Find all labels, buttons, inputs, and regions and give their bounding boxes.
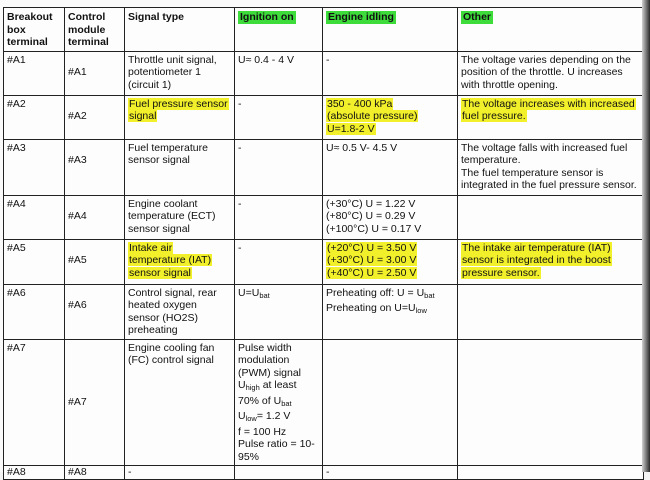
cell-idling bbox=[323, 339, 458, 466]
cell-signal: Engine cooling fan (FC) control signal bbox=[125, 339, 235, 466]
cell-ignition: - bbox=[235, 195, 323, 239]
idling-line: Preheating off: U = U bbox=[326, 286, 425, 299]
cell-breakout: #A7 bbox=[4, 339, 65, 466]
cell-ignition bbox=[235, 339, 323, 466]
cell-control: #A8 bbox=[65, 466, 125, 480]
table-row bbox=[4, 95, 644, 139]
header-signal: Signal type bbox=[125, 8, 235, 52]
cell-breakout: #A2 bbox=[4, 95, 65, 139]
other-line: The fuel temperature sensor is integrated in the fuel pressure sensor. bbox=[461, 166, 637, 191]
idling-line: 350 - 400 kPa bbox=[327, 97, 393, 110]
cell-signal: Fuel pressure sensor signal bbox=[129, 97, 228, 122]
cell-other bbox=[458, 195, 644, 239]
pwm-line: Pulse width modulation (PWM) signal bbox=[238, 341, 302, 379]
cell-control: #A6 bbox=[65, 284, 125, 339]
cell-control: #A7 bbox=[65, 339, 125, 466]
cell-control: #A3 bbox=[65, 139, 125, 195]
pwm-sub: bat bbox=[281, 398, 292, 408]
cell-signal: Intake air temperature (IAT) sensor signal bbox=[129, 241, 212, 279]
pwm-u: U bbox=[238, 379, 246, 391]
cell-other bbox=[458, 339, 644, 466]
cell-other bbox=[458, 284, 644, 339]
table-row bbox=[4, 466, 644, 480]
cell-control: #A1 bbox=[65, 51, 125, 95]
header-ignition: Ignition on bbox=[240, 11, 294, 23]
cell-breakout: #A8 bbox=[4, 466, 65, 480]
cell-signal: Engine coolant temperature (ECT) sensor signal bbox=[125, 195, 235, 239]
pwm-line: f = 100 Hz bbox=[238, 425, 287, 438]
idling-sub: low bbox=[415, 306, 427, 315]
cell-signal: Control signal, rear heated oxygen sensor (HO2S) preheating bbox=[125, 284, 235, 339]
cell-ignition: U≈ 0.4 - 4 V bbox=[235, 51, 323, 95]
idling-line: (+30°C) U = 3.00 V bbox=[327, 254, 417, 266]
cell-other: The voltage increases with increased fuel pressure. bbox=[462, 97, 635, 122]
cell-idling: - bbox=[323, 51, 458, 95]
cell-control: #A4 bbox=[65, 195, 125, 239]
idling-line: (absolute pressure) bbox=[327, 110, 418, 122]
idling-line: (+80°C) U = 0.29 V bbox=[326, 210, 416, 222]
cell-ignition: - bbox=[235, 239, 323, 284]
cell-idling: - bbox=[323, 466, 458, 480]
cell-idling: U≈ 0.5 V- 4.5 V bbox=[323, 139, 458, 195]
cell-signal: - bbox=[125, 466, 235, 480]
cell-other bbox=[458, 466, 644, 480]
cell-signal: Fuel temperature sensor signal bbox=[125, 139, 235, 195]
pwm-text: = 1.2 V bbox=[256, 410, 291, 422]
cell-control: #A5 bbox=[65, 239, 125, 284]
idling-line: (+30°C) U = 1.22 V bbox=[326, 197, 416, 210]
cell-breakout: #A5 bbox=[4, 239, 65, 284]
pwm-u: U bbox=[238, 410, 246, 422]
table-header-row bbox=[4, 8, 644, 52]
cell-other: The intake air temperature (IAT) sensor is integrated in the boost pressure sensor. bbox=[462, 241, 611, 279]
ignition-sub: bat bbox=[259, 290, 270, 300]
idling-sub: bat bbox=[424, 290, 435, 300]
table-row bbox=[4, 51, 644, 95]
pwm-sub: low bbox=[245, 414, 257, 423]
pwm-line: Pulse ratio = 10-95% bbox=[238, 438, 315, 463]
cell-breakout: #A1 bbox=[4, 51, 65, 95]
other-line: The voltage falls with increased fuel temperature. bbox=[461, 141, 628, 166]
idling-line: Preheating on U=U bbox=[326, 302, 416, 314]
cell-ignition bbox=[235, 466, 323, 480]
table-row bbox=[4, 284, 644, 339]
ignition-main: U=U bbox=[238, 286, 260, 299]
window-edge bbox=[642, 0, 650, 472]
header-other: Other bbox=[463, 11, 492, 23]
cell-breakout: #A3 bbox=[4, 139, 65, 195]
header-breakout: Breakout box terminal bbox=[4, 8, 65, 52]
idling-line: U=1.8-2 V bbox=[327, 122, 375, 135]
cell-breakout: #A4 bbox=[4, 195, 65, 239]
table-row bbox=[4, 239, 644, 284]
pwm-sub: high bbox=[245, 383, 260, 392]
header-idling: Engine idling bbox=[328, 11, 394, 23]
signal-table bbox=[3, 7, 644, 480]
cell-other: The voltage varies depending on the position of the throttle. U increases with throttle opening. bbox=[458, 51, 644, 95]
table-row bbox=[4, 195, 644, 239]
pwm-text: at least 70% of U bbox=[238, 379, 297, 407]
cell-ignition: - bbox=[235, 95, 323, 139]
cell-ignition: - bbox=[235, 139, 323, 195]
cell-breakout: #A6 bbox=[4, 284, 65, 339]
table-row bbox=[4, 339, 644, 466]
idling-line: (+40°C) U = 2.50 V bbox=[327, 266, 417, 279]
cell-signal: Throttle unit signal, potentiometer 1 (circuit 1) bbox=[125, 51, 235, 95]
idling-line: (+20°C) U = 3.50 V bbox=[327, 241, 417, 254]
idling-line: (+100°C) U = 0.17 V bbox=[326, 222, 422, 235]
header-control: Control module terminal bbox=[65, 8, 125, 52]
table-row bbox=[4, 139, 644, 195]
cell-control: #A2 bbox=[65, 95, 125, 139]
